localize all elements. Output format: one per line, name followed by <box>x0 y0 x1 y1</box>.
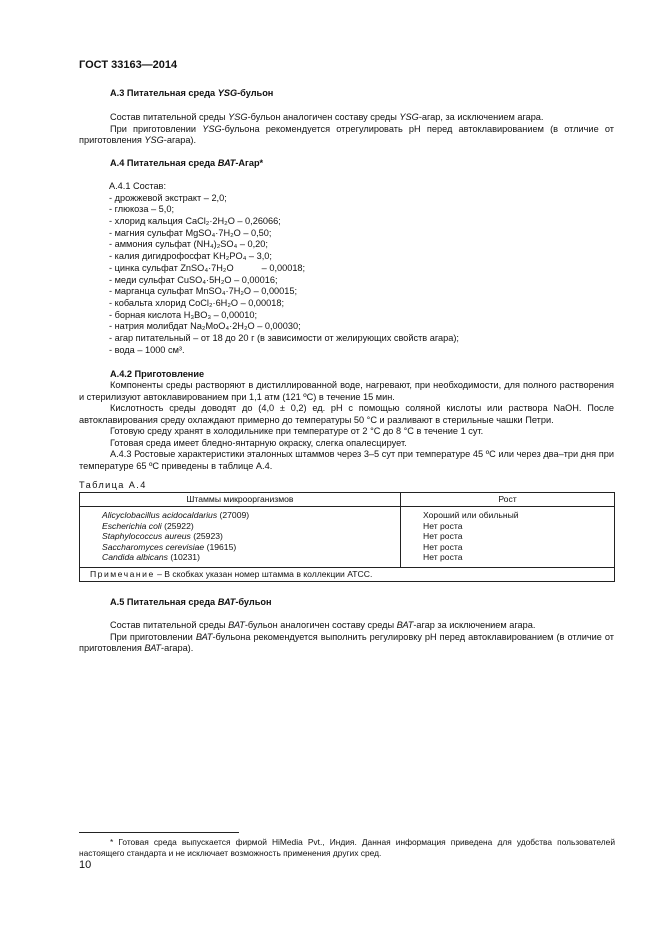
list-item: - агар питательный – от 18 до 20 г (в зависимости от желирующих свойств агара); <box>109 332 459 343</box>
table-note-row <box>80 567 615 581</box>
table-row <box>80 507 615 521</box>
table-header-row <box>80 493 615 507</box>
strain-cell: Staphylococcus aureus (25923) <box>80 531 401 542</box>
list-item: - меди сульфат CuSO₄·5H₂O – 0,00016; <box>109 274 278 285</box>
table-note: Примечание – В скобках указан номер штамма в коллекции АТСС. <box>80 567 615 581</box>
strain-cell: Saccharomyces cerevisiae (19615) <box>80 542 401 553</box>
list-item: - марганца сульфат MnSO₄·7H₂O – 0,00015; <box>109 286 298 297</box>
table-row <box>80 542 615 553</box>
list-item: - хлорид кальция CaCl₂·2H₂O – 0,26066; <box>109 216 281 227</box>
footnote <box>79 837 615 858</box>
prep-paragraph-4: Готовая среда имеет бледно-янтарную окраску, слегка опалесцирует. <box>110 437 407 448</box>
strain-cell: Escherichia coli (25922) <box>80 521 401 532</box>
section-a5-title: А.5 Питательная среда ВАТ-бульон <box>110 597 272 607</box>
strain-table <box>79 492 615 582</box>
strain-cell: Alicyclobacillus acidocaldarius (27009) <box>80 507 401 521</box>
list-item: - кобальта хлорид CoCl₂·6H₂O – 0,00018; <box>109 297 285 308</box>
list-item: - натрия молибдат Na₂MoO₄·2H₂O – 0,00030; <box>109 321 301 332</box>
composition-title: А.4.1 Состав: <box>109 181 166 191</box>
a5-paragraph-2: При приготовлении ВАТ-бульона рекомендуется выполнить регулировку рН перед автоклавированием (в отличие от приготовления ВАТ-агара). <box>79 631 615 653</box>
growth-paragraph: А.4.3 Ростовые характеристики эталонных штаммов через 3–5 сут при температуре 45 ºС или через два–три дня при температуре 65 ºС приведены в таблице А.4. <box>79 449 614 471</box>
list-item: - цинка сульфат ZnSO₄·7H₂O – 0,00018; <box>109 262 306 273</box>
section-a5-body <box>79 620 614 655</box>
list-item: - борная кислота H₃BO₃ – 0,00010; <box>109 309 258 320</box>
prep-paragraph-1: Компоненты среды растворяют в дистиллированной воде, нагревают, при необходимости, для полного растворения и стерилизуют автоклавированием при 1,1 атм (121 ºС) в течение 15 мин. <box>79 380 614 402</box>
header-growth: Рост <box>401 493 615 507</box>
growth-cell: Хороший или обильный <box>401 507 615 521</box>
list-item: - глюкоза – 5,0; <box>109 204 175 215</box>
prep-paragraph-3: Готовую среду хранят в холодильнике при температуре от 2 °С до 8 °С в течение 1 сут. <box>110 426 484 436</box>
list-item: - калия дигидрофосфат KH₂PO₄ – 3,0; <box>109 251 272 262</box>
preparation-body <box>79 380 614 472</box>
a5-paragraph-1: Состав питательной среды ВАТ-бульон аналогичен составу среды ВАТ-агар за исключением агара. <box>110 620 536 630</box>
footnote-separator <box>79 832 239 833</box>
composition-list <box>109 181 459 356</box>
list-item: - вода – 1000 см³. <box>109 344 185 355</box>
document-header: ГОСТ 33163—2014 <box>79 59 178 71</box>
section-a3-title: А.3 Питательная среда YSG-бульон <box>110 88 274 98</box>
table-row <box>80 552 615 567</box>
growth-cell: Нет роста <box>401 542 615 553</box>
preparation-title: А.4.2 Приготовление <box>110 369 205 379</box>
table-row <box>80 521 615 532</box>
growth-cell: Нет роста <box>401 531 615 542</box>
header-strains: Штаммы микроорганизмов <box>80 493 401 507</box>
growth-cell: Нет роста <box>401 521 615 532</box>
footnote-text: * Готовая среда выпускается фирмой HiMedia Pvt., Индия. Данная информация приведена для удобства пользователей настоящего стандарта и не исключает возможность применения других сред. <box>79 837 615 858</box>
page-number: 10 <box>79 859 92 871</box>
list-item: - дрожжевой экстракт – 2,0; <box>109 192 227 203</box>
growth-cell: Нет роста <box>401 552 615 567</box>
strain-cell: Candida albicans (10231) <box>80 552 401 567</box>
prep-paragraph-2: Кислотность среды доводят до (4,0 ± 0,2) ед. рН с помощью соляной кислоты или раствора NaOH. После автоклавирования среду охлаждают примерно до температуры 50 °С и разливают в стерильные чашки Петри. <box>79 403 614 425</box>
a3-paragraph-1: Состав питательной среды YSG-бульон аналогичен составу среды YSG-агар, за исключением агара. <box>110 112 544 122</box>
list-item: - аммония сульфат (NH₄)₂SO₄ – 0,20; <box>109 239 268 250</box>
section-a4-title: А.4 Питательная среда ВАТ-Агар* <box>110 158 264 168</box>
table-caption: Таблица А.4 <box>79 480 147 490</box>
list-item: - магния сульфат MgSO₄·7H₂O – 0,50; <box>109 227 272 238</box>
section-a3-body <box>79 112 614 147</box>
table-row <box>80 531 615 542</box>
a3-paragraph-2: При приготовлении YSG-бульона рекомендуется отрегулировать рН перед автоклавированием (в отличие от приготовления YSG-агара). <box>79 123 614 145</box>
